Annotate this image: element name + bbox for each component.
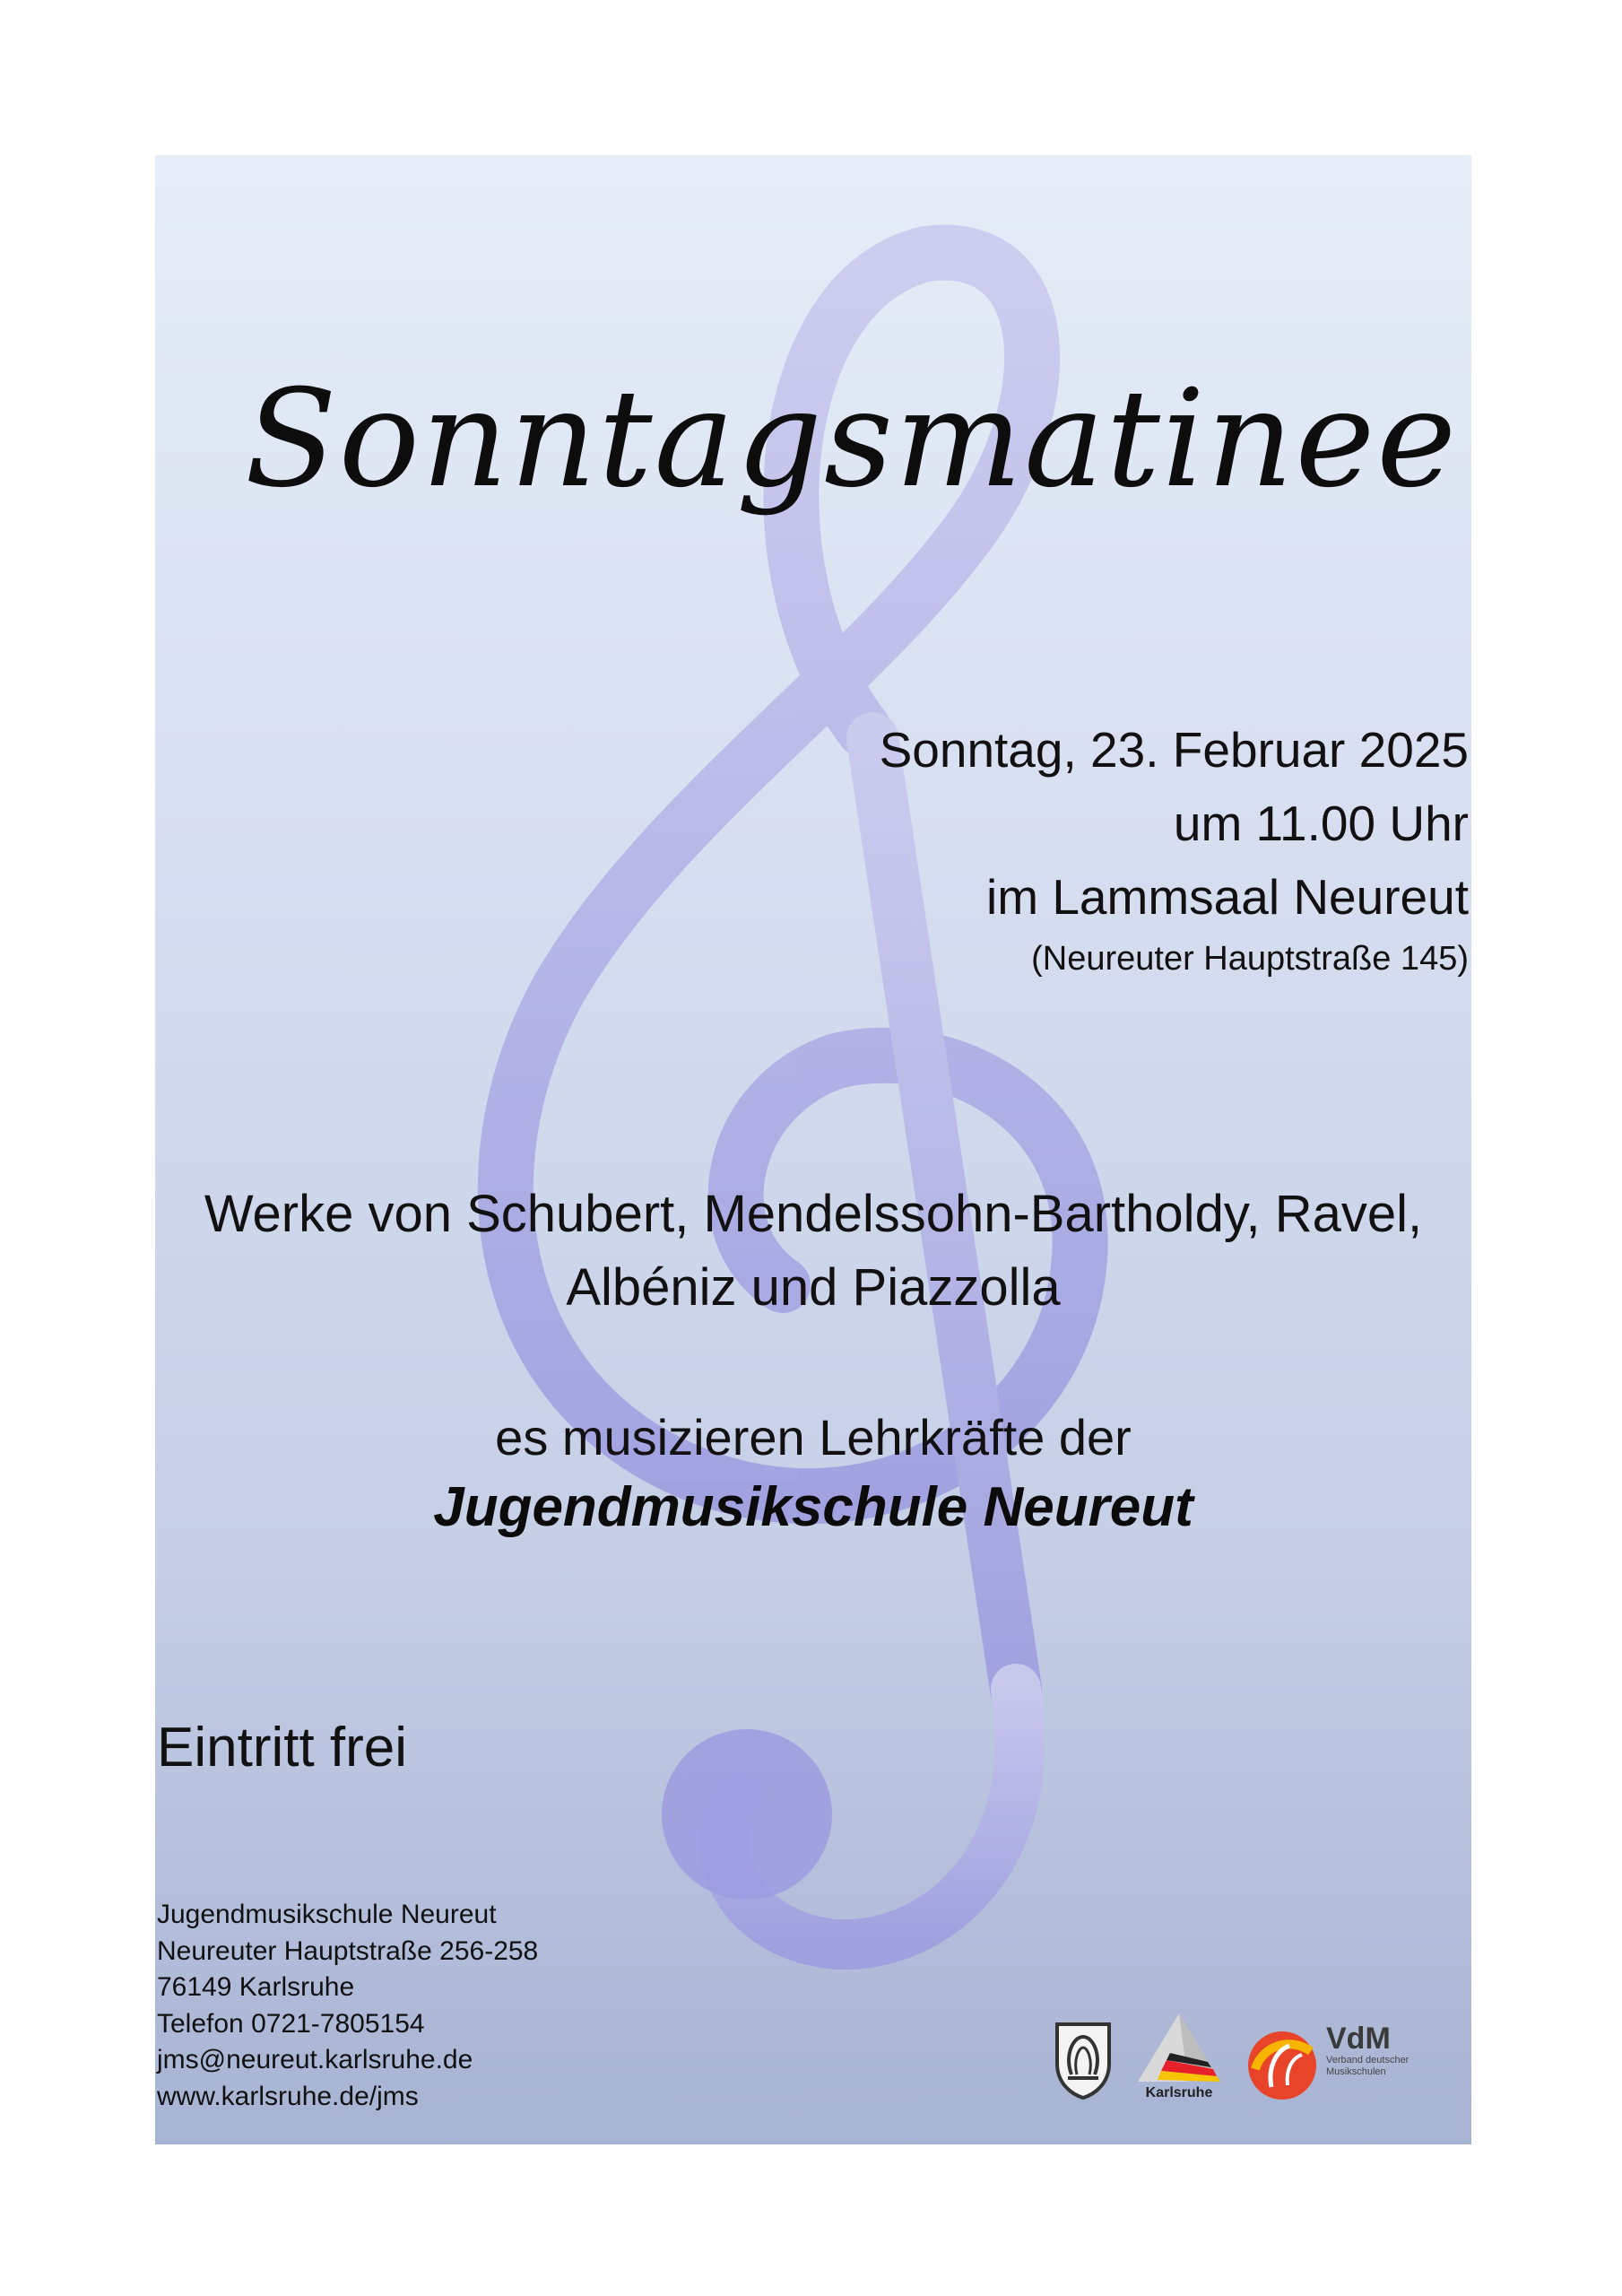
vdm-line-1: Verband deutscher: [1326, 2055, 1409, 2066]
vdm-abbr: VdM: [1326, 2022, 1391, 2056]
contact-street: Neureuter Hauptstraße 256-258: [157, 1935, 539, 1966]
contact-name: Jugendmusikschule Neureut: [157, 1900, 497, 1929]
karlsruhe-logo: [1134, 2012, 1224, 2106]
performers-text: es musizieren Lehrkräfte der: [495, 1409, 1132, 1465]
contact-block: [157, 1897, 538, 2115]
vdm-logo-text: [1326, 2022, 1461, 2078]
event-details: [880, 713, 1469, 984]
contact-city: 76149 Karlsruhe: [157, 1972, 355, 2002]
school-name: Jugendmusikschule Neureut: [433, 1476, 1193, 1538]
neureut-crest-icon: [1052, 2019, 1115, 2100]
event-venue: im Lammsaal Neureut: [986, 869, 1469, 925]
vdm-line-2: Musikschulen: [1326, 2066, 1386, 2077]
logo-row: [1052, 2012, 1464, 2110]
works-line-1: Werke von Schubert, Mendelssohn-Bartholdy, Ravel,: [204, 1185, 1423, 1243]
admission-text: Eintritt frei: [157, 1717, 408, 1779]
event-address: (Neureuter Hauptstraße 145): [1031, 940, 1469, 978]
works-line-2: Albéniz und Piazzolla: [566, 1258, 1061, 1317]
event-date: Sonntag, 23. Februar 2025: [879, 722, 1469, 778]
poster: [155, 155, 1471, 2144]
vdm-mark-icon: [1245, 2028, 1322, 2101]
karlsruhe-label: Karlsruhe: [1145, 2085, 1213, 2100]
contact-phone: Telefon 0721-7805154: [157, 2008, 425, 2039]
poster-title: Sonntagsmatinee: [245, 361, 1459, 517]
contact-email[interactable]: jms@neureut.karlsruhe.de: [157, 2045, 473, 2074]
karlsruhe-pyramid-icon: [1134, 2012, 1224, 2087]
contact-web[interactable]: www.karlsruhe.de/jms: [157, 2081, 419, 2111]
event-time: um 11.00 Uhr: [1173, 796, 1469, 851]
works-program: [155, 1178, 1471, 1325]
